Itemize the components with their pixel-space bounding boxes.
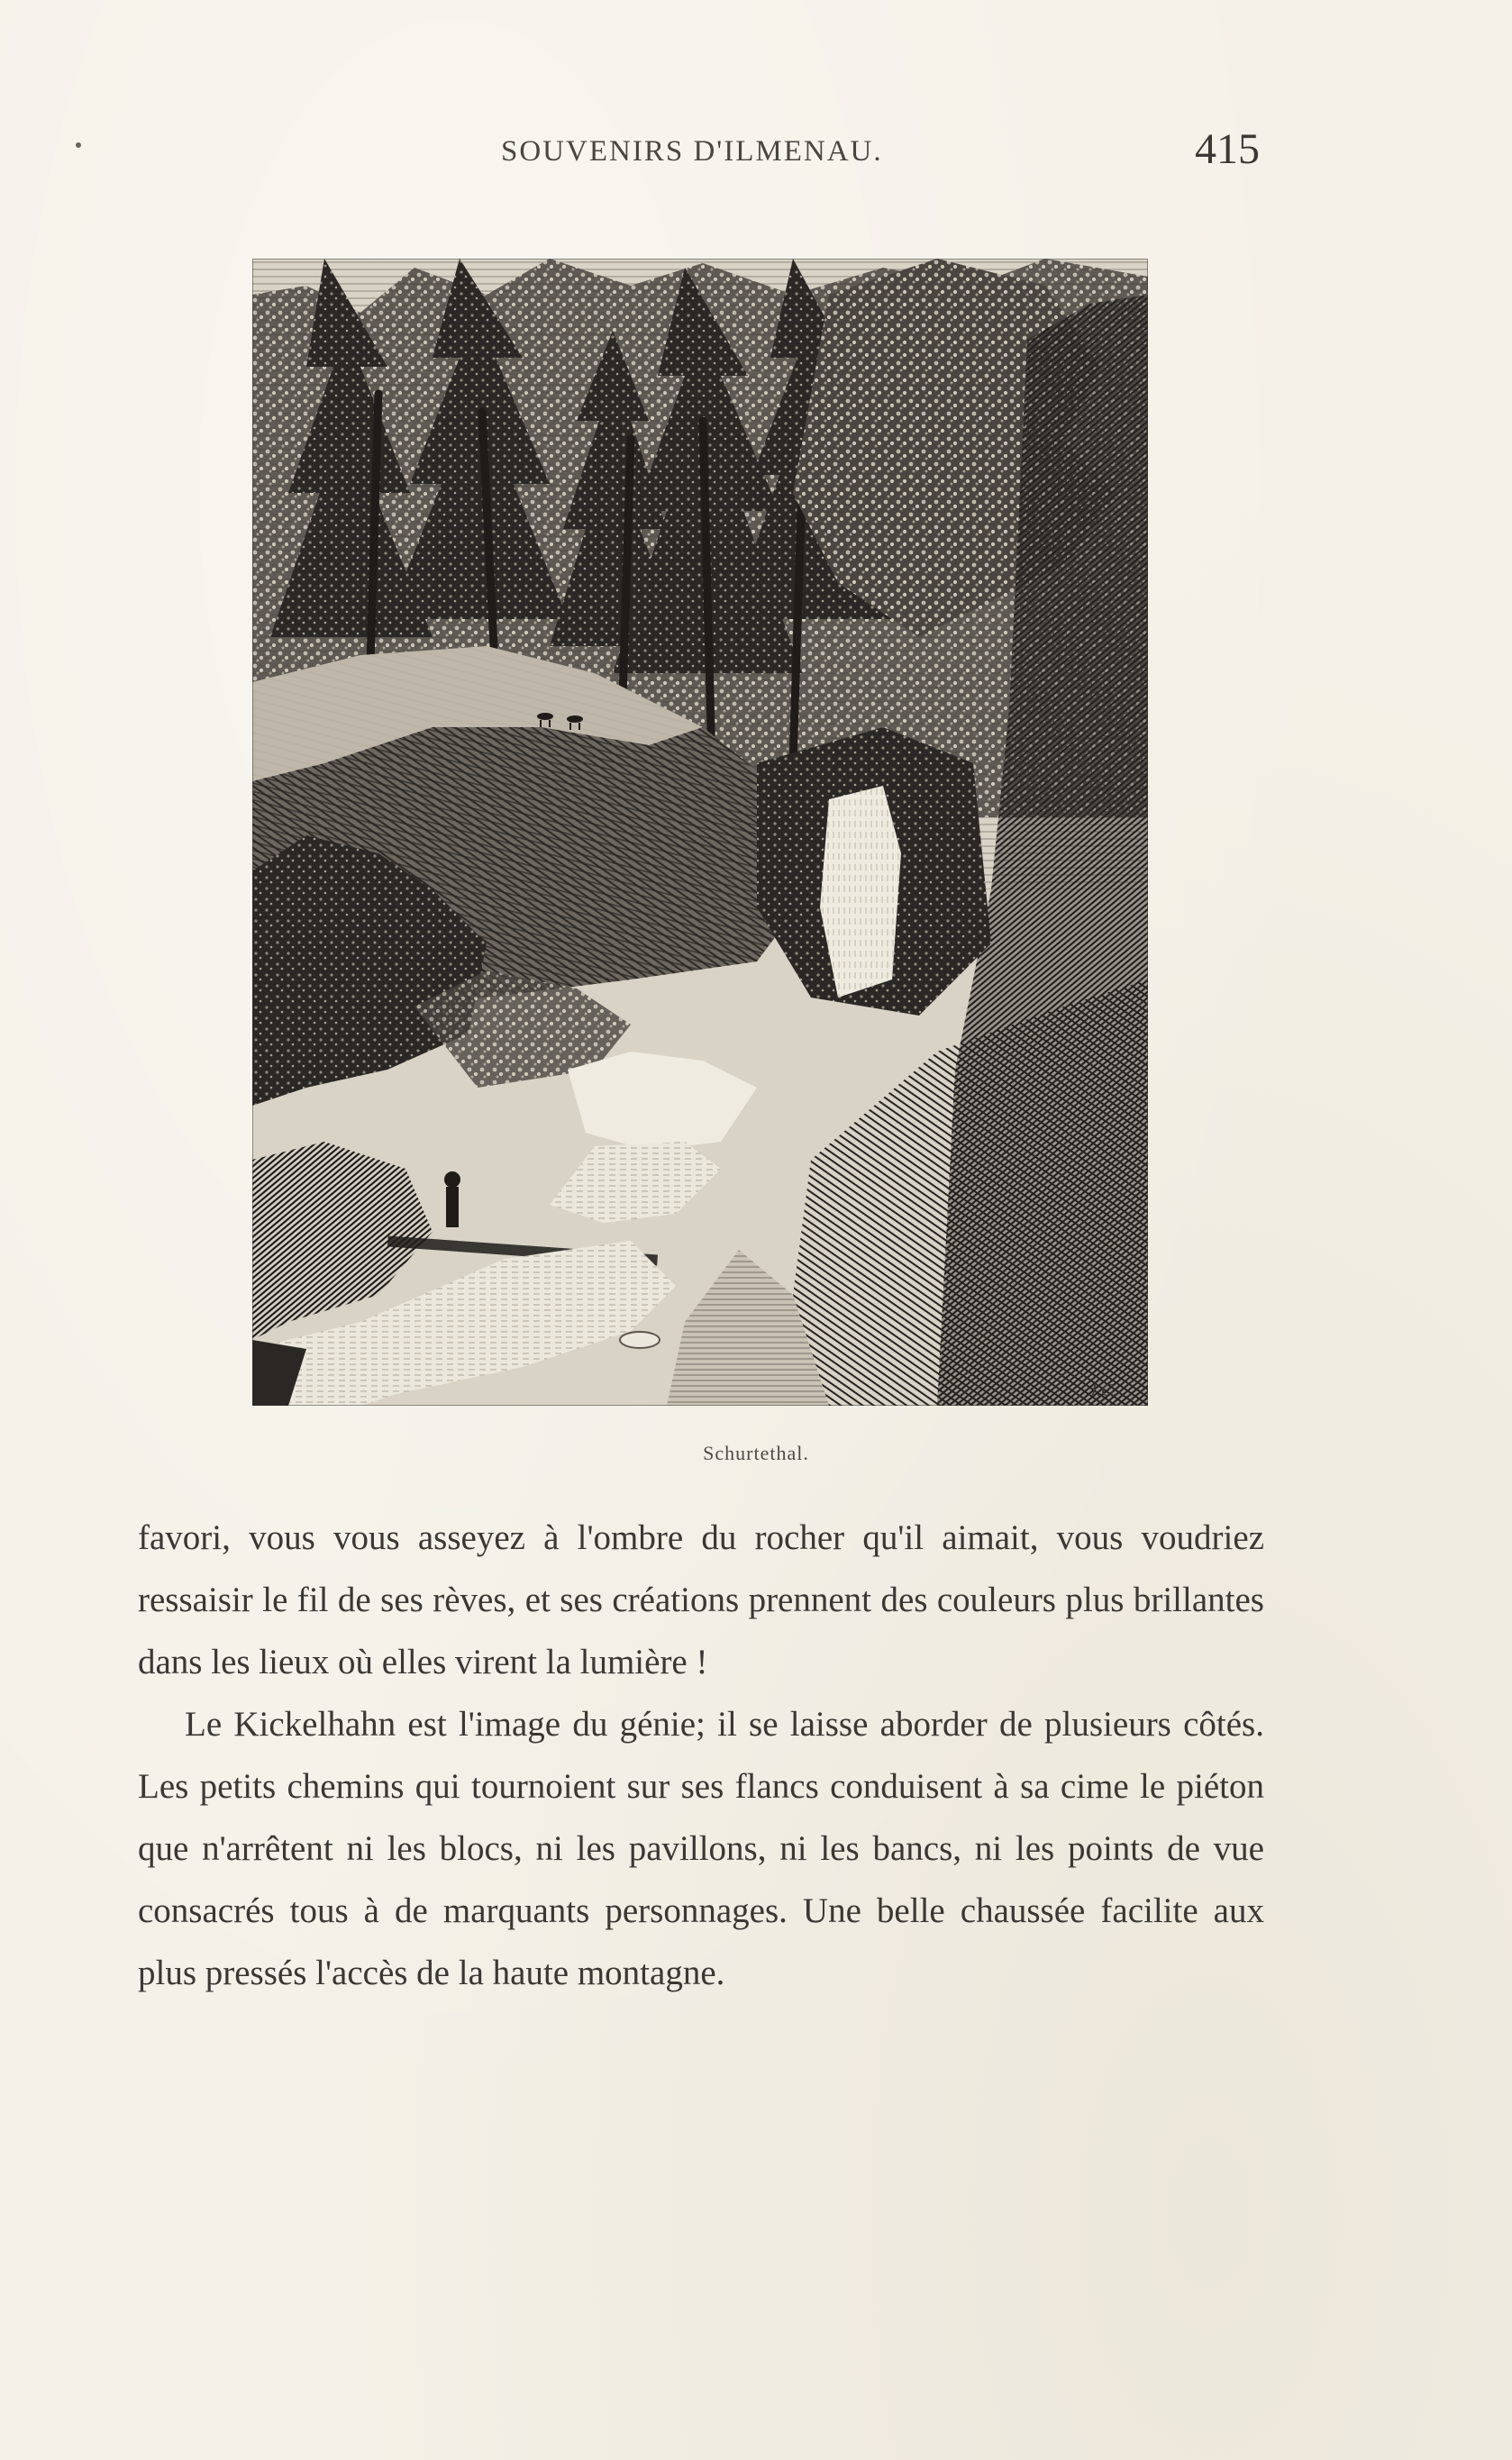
running-head: SOUVENIRS D'ILMENAU. xyxy=(501,135,883,168)
engraver-mark: J.C. xyxy=(1088,1380,1118,1400)
waterfall-engraving xyxy=(252,259,1148,1406)
page-number: 415 xyxy=(1195,125,1260,173)
paragraph-kickelhahn: Le Kickelhahn est l'image du génie; il se laisse aborder de plusieurs côtés. Les petits chemins qui tournoient sur ses flancs conduisent à sa cime le piéton que n'arrêtent ni les blocs, ni les pavillons, ni les bancs, ni les points de vue consacrés tous à de marquants personnages. Une belle chaussée facilite aux plus pressés l'accès de la haute montagne. xyxy=(138,1705,1264,1992)
body-text xyxy=(138,1507,1264,2004)
figure-caption: Schurtethal. xyxy=(703,1442,809,1464)
ink-speck xyxy=(76,142,81,148)
paragraph-continuation: favori, vous vous asseyez à l'ombre du rocher qu'il aimait, vous voudriez ressaisir le fil de ses rèves, et ses créations prennent des couleurs plus brillantes dans les lieux où elles virent la lumière ! xyxy=(138,1518,1264,1681)
